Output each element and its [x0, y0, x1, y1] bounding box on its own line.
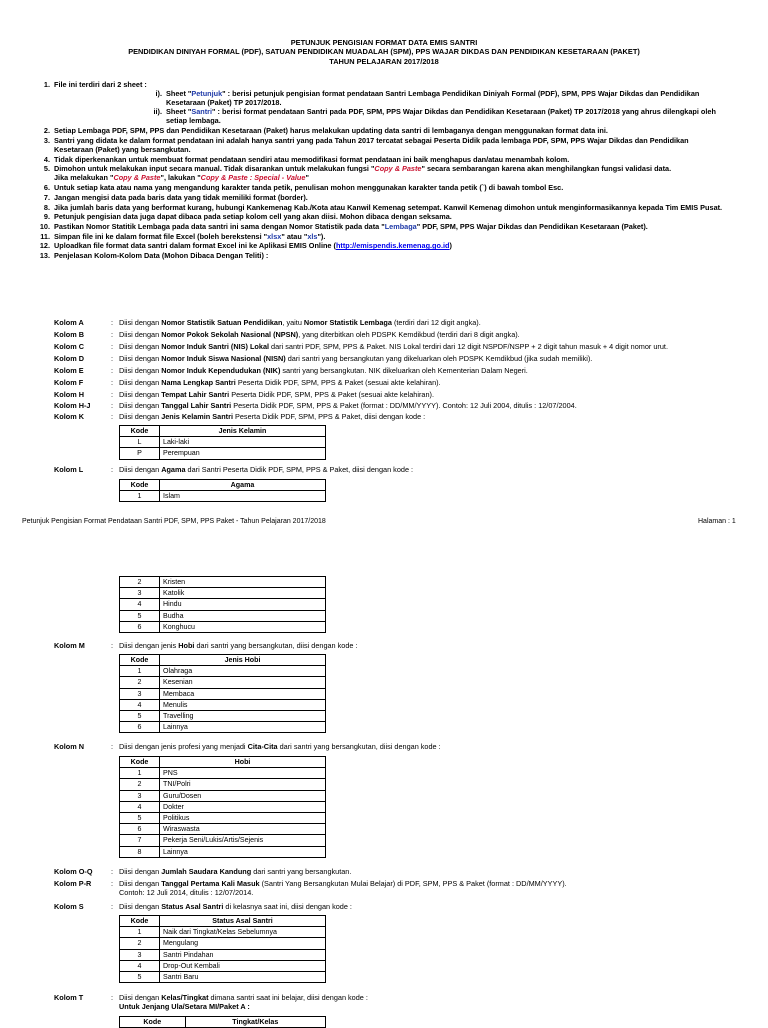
ext-xls: xls	[307, 231, 318, 241]
item-text: Uploadkan file format data santri dalam format Excel ini ke Aplikasi EMIS Online (	[54, 241, 336, 251]
header-kode: Kode	[120, 480, 160, 491]
item-number: 1.	[43, 80, 50, 89]
desc-text: santri yang bersangkutan. NIK dikeluarkan oleh Kementerian Dalam Negeri.	[280, 366, 528, 375]
header-label: Agama	[160, 480, 326, 491]
desc-text: dari santri yang bersangkutan, diisi dengan kode :	[277, 742, 441, 751]
table-header-row	[120, 426, 326, 437]
cell-label: Politikus	[160, 813, 326, 824]
agama-table	[119, 479, 326, 502]
doc-title: PETUNJUK PENGISIAN FORMAT DATA EMIS SANTRI	[290, 38, 478, 47]
table-row	[120, 972, 326, 983]
cell-code: 4	[120, 960, 160, 971]
list-item	[24, 212, 724, 221]
desc-text: Diisi dengan	[119, 354, 162, 363]
item-number: 12.	[39, 241, 50, 251]
table-row	[120, 846, 326, 857]
cell-label: Menulis	[160, 699, 326, 710]
kolom-desc	[119, 993, 768, 1011]
cell-code: 1	[120, 768, 160, 779]
desc-bold: Tempat Lahir Santri	[161, 390, 230, 399]
sub-text: Sheet "	[166, 89, 192, 99]
kolom-desc	[119, 318, 768, 327]
kolom-desc	[119, 867, 768, 876]
cell-code: 8	[120, 846, 160, 857]
sub-text: Sheet "	[166, 107, 192, 117]
desc-text: dari Santri Peserta Didik PDF, SPM, PPS & Paket, diisi dengan kode :	[185, 465, 414, 474]
kolom-label: Kolom A	[54, 318, 84, 327]
sub-item	[54, 107, 724, 125]
copy-paste-text: Copy & Paste	[113, 173, 161, 183]
colon: :	[111, 378, 114, 387]
agama-table-continued	[119, 576, 326, 633]
desc-bold: Cita-Cita	[247, 742, 278, 751]
cell-label: Mengulang	[160, 938, 326, 949]
kolom-label: Kolom E	[54, 366, 84, 375]
list-item	[24, 183, 724, 192]
colon: :	[111, 867, 114, 876]
desc-text: Peserta Didik PDF, SPM, PPS & Paket (sesuai akte kelahiran).	[229, 390, 434, 399]
cell-label: Drop-Out Kembali	[160, 960, 326, 971]
table-row	[120, 824, 326, 835]
desc-bold: Hobi	[178, 641, 195, 650]
desc-text: Diisi dengan	[119, 902, 162, 911]
desc-text: Diisi dengan	[119, 867, 162, 876]
colon: :	[111, 318, 114, 327]
cell-label: Membaca	[160, 688, 326, 699]
sub-number: i).	[155, 89, 162, 99]
kolom-label: Kolom C	[54, 342, 84, 351]
item-text: ", lakukan "	[160, 173, 201, 183]
cell-label: Kristen	[160, 577, 326, 588]
table-header-row	[120, 916, 326, 927]
desc-text: dari santri yang bersangkutan.	[251, 867, 352, 876]
header-label: Status Asal Santri	[160, 916, 326, 927]
list-item	[24, 80, 724, 126]
kolom-desc	[119, 378, 768, 387]
cell-label: Lainnya	[160, 722, 326, 733]
kolom-label: Kolom H	[54, 390, 84, 399]
item-number: 6.	[43, 183, 50, 193]
ext-xlsx: xlsx	[267, 231, 282, 241]
cell-label: Lainnya	[160, 846, 326, 857]
colon: :	[111, 465, 114, 474]
item-number: 7.	[43, 192, 50, 202]
kolom-desc	[119, 879, 768, 897]
item-text: Dimohon untuk melakukan input secara manual. Tidak disarankan untuk melakukan fungsi "	[54, 164, 375, 174]
item-text: Jika jumlah baris data yang berformat kurang, hubungi Kankemenag Kab./Kota atau Kanwil Kemenag setempat. Kanwil Kemenag dimohon untuk menginformasikannya kepada Tim EMIS Pusat.	[54, 202, 723, 212]
desc-text: , yang diterbitkan oleh PDSPK Kemdikbud (terdiri dari 8 digit angka).	[298, 330, 520, 339]
desc-bold: Jumlah Saudara Kandung	[161, 867, 252, 876]
kolom-label: Kolom T	[54, 993, 84, 1002]
desc-example: Contoh: 12 Juli 2014, ditulis : 12/07/2014.	[119, 888, 254, 898]
table-row	[120, 437, 326, 448]
cell-label: Olahraga	[160, 666, 326, 677]
item-text: Untuk setiap kata atau nama yang mengandung karakter tanda petik, penulisan mohon menggunakan karakter tanda petik (`) di bawah tombol Esc.	[54, 183, 564, 193]
item-text: " PDF, SPM, PPS Wajar Dikdas dan Pendidikan Kesetaraan (Paket).	[416, 221, 648, 231]
cell-code: 4	[120, 599, 160, 610]
list-item	[24, 203, 724, 212]
desc-bold: Tanggal Lahir Santri	[161, 401, 232, 410]
cell-label: Islam	[160, 491, 326, 502]
item-number: 5.	[43, 164, 50, 174]
table-row	[120, 588, 326, 599]
cell-code: L	[120, 437, 160, 448]
cell-label: Laki-laki	[160, 437, 326, 448]
cell-code: 1	[120, 491, 160, 502]
cell-label: Santri Baru	[160, 972, 326, 983]
sub-item	[54, 89, 724, 107]
desc-text: Diisi dengan	[119, 993, 162, 1002]
desc-text: Diisi dengan	[119, 879, 162, 888]
desc-text: Diisi dengan	[119, 401, 162, 410]
table-row	[120, 448, 326, 459]
cell-label: Perempuan	[160, 448, 326, 459]
tingkat-table	[119, 1016, 326, 1028]
header-kode: Kode	[120, 916, 160, 927]
cell-label: Konghucu	[160, 621, 326, 632]
kolom-label: Kolom L	[54, 465, 84, 474]
table-row	[120, 949, 326, 960]
table-row	[120, 599, 326, 610]
page-number: Halaman : 1	[698, 518, 736, 525]
desc-text: Diisi dengan	[119, 342, 162, 351]
desc-text: Peserta Didik PDF, SPM, PPS & Paket, diisi dengan kode :	[232, 412, 426, 421]
desc-text: Diisi dengan	[119, 366, 162, 375]
item-text: )	[449, 241, 452, 251]
copy-paste-text: Copy & Paste	[374, 164, 422, 174]
kolom-desc	[119, 412, 768, 421]
desc-text: Peserta Didik PDF, SPM, PPS & Paket (sesuai akte kelahiran).	[235, 378, 441, 387]
kolom-label: Kolom S	[54, 902, 84, 911]
cell-label: Naik dari Tingkat/Kelas Sebelumnya	[160, 927, 326, 938]
desc-bold: Nomor Induk Siswa Nasional (NISN)	[161, 354, 286, 363]
table-row	[120, 960, 326, 971]
desc-bold: Kelas/Tingkat	[161, 993, 209, 1002]
table-row	[120, 688, 326, 699]
cell-code: P	[120, 448, 160, 459]
cell-code: 4	[120, 699, 160, 710]
item-text: " secara sembarangan karena akan menghilangkan fungsi validasi data.	[421, 164, 672, 174]
table-row	[120, 621, 326, 632]
item-number: 8.	[43, 202, 50, 212]
desc-text: Diisi dengan jenis	[119, 641, 179, 650]
header-kode: Kode	[120, 426, 160, 437]
item-text: Tidak diperkenankan untuk membuat format pendataan sendiri atau memodifikasi format pendataan ini baik menghapus dan/atau menambah kolom.	[54, 154, 570, 164]
list-item	[24, 126, 724, 135]
kolom-desc	[119, 390, 768, 399]
list-item	[24, 136, 724, 154]
cell-label: Budha	[160, 610, 326, 621]
cell-code: 2	[120, 577, 160, 588]
item-number: 13.	[39, 251, 50, 261]
item-text: Santri yang didata ke dalam format pendataan ini adalah hanya santri yang pada Tahun 2017 tercatat sebagai Peserta Didik pada lembaga PDF, SPM, PPS Wajar Dikdas dan Pendidikan Kesetaraan (Paket) yang bersangkutan.	[54, 135, 689, 154]
cell-code: 1	[120, 666, 160, 677]
cita-cita-table	[119, 756, 326, 858]
cell-label: Katolik	[160, 588, 326, 599]
desc-bold: Nama Lengkap Santri	[161, 378, 236, 387]
kolom-label: Kolom M	[54, 641, 85, 650]
item-number: 4.	[43, 154, 50, 164]
item-text: Setiap Lembaga PDF, SPM, PPS dan Pendidikan Kesetaraan (Paket) harus melakukan updating data santri di lembaganya dengan menggunakan format data ini.	[54, 126, 608, 136]
sheet-name-santri: Santri	[191, 107, 213, 117]
table-header-row	[120, 1017, 326, 1028]
cell-code: 4	[120, 801, 160, 812]
list-item	[24, 241, 724, 250]
colon: :	[111, 354, 114, 363]
cell-label: Hindu	[160, 599, 326, 610]
desc-text: (terdiri dari 12 digit angka).	[391, 318, 481, 327]
cell-code: 2	[120, 938, 160, 949]
desc-bold: Nomor Induk Kependudukan (NIK)	[161, 366, 281, 375]
kolom-desc	[119, 902, 768, 911]
desc-bold: Status Asal Santri	[161, 902, 224, 911]
list-item	[24, 164, 724, 182]
header-label: Jenis Hobi	[160, 655, 326, 666]
desc-text: dari santri PDF, SPM, PPS & Paket. NIS Lokal terdiri dari 12 digit NSPDF/NSPP + 2 digit tahun masuk + 4 digit nomor urut.	[269, 342, 668, 351]
cell-code: 3	[120, 790, 160, 801]
kolom-label: Kolom P-R	[54, 879, 92, 888]
desc-text: Diisi dengan	[119, 465, 162, 474]
colon: :	[111, 342, 114, 351]
kolom-label: Kolom H-J	[54, 401, 91, 410]
kolom-desc	[119, 742, 768, 751]
status-asal-table	[119, 915, 326, 983]
item-text: Jika melakukan "	[54, 173, 114, 183]
cell-code: 3	[120, 949, 160, 960]
sub-number: ii).	[153, 107, 162, 117]
kolom-label: Kolom N	[54, 742, 84, 751]
list-item	[24, 251, 724, 260]
list-item	[24, 232, 724, 241]
table-row	[120, 610, 326, 621]
list-item	[24, 193, 724, 202]
doc-year: TAHUN PELAJARAN 2017/2018	[329, 57, 439, 66]
cell-label: TNI/Polri	[160, 779, 326, 790]
cell-code: 3	[120, 688, 160, 699]
kolom-label: Kolom K	[54, 412, 84, 421]
cell-code: 5	[120, 813, 160, 824]
colon: :	[111, 401, 114, 410]
cell-label: Guru/Dosen	[160, 790, 326, 801]
cell-label: Pekerja Seni/Lukis/Artis/Sejenis	[160, 835, 326, 846]
desc-bold: Nomor Statistik Satuan Pendidikan	[161, 318, 283, 327]
item-text: "	[305, 173, 309, 183]
cell-code: 1	[120, 927, 160, 938]
desc-text: dari santri yang bersangkutan, diisi dengan kode :	[194, 641, 358, 650]
desc-bold: Nomor Pokok Sekolah Nasional (NPSN)	[161, 330, 299, 339]
cell-code: 7	[120, 835, 160, 846]
kolom-desc	[119, 641, 768, 650]
item-number: 10.	[39, 221, 50, 231]
sheet-name-lembaga: Lembaga	[384, 221, 417, 231]
header-kode: Kode	[120, 757, 160, 768]
colon: :	[111, 390, 114, 399]
cell-code: 6	[120, 722, 160, 733]
table-row	[120, 722, 326, 733]
kolom-desc	[119, 342, 768, 351]
colon: :	[111, 412, 114, 421]
desc-text: Diisi dengan	[119, 318, 162, 327]
kolom-label: Kolom B	[54, 330, 84, 339]
header-kode: Kode	[120, 655, 160, 666]
desc-bold: Agama	[161, 465, 186, 474]
desc-bold: Nomor Statistik Lembaga	[303, 318, 392, 327]
table-row	[120, 711, 326, 722]
desc-bold: Jenis Kelamin Santri	[161, 412, 233, 421]
hobi-table	[119, 654, 326, 733]
table-row	[120, 577, 326, 588]
item-text: File ini terdiri dari 2 sheet :	[54, 80, 147, 89]
kolom-label: Kolom D	[54, 354, 84, 363]
table-row	[120, 677, 326, 688]
colon: :	[111, 330, 114, 339]
header-label: Tingkat/Kelas	[185, 1017, 325, 1028]
cell-code: 2	[120, 677, 160, 688]
table-header-row	[120, 480, 326, 491]
table-row	[120, 790, 326, 801]
desc-text: dimana santri saat ini belajar, diisi dengan kode :	[208, 993, 368, 1002]
cell-code: 5	[120, 711, 160, 722]
table-row	[120, 813, 326, 824]
item-number: 2.	[43, 126, 50, 136]
kolom-desc	[119, 330, 768, 339]
kolom-desc	[119, 366, 768, 375]
emis-link[interactable]: http://emispendis.kemenag.go.id	[335, 241, 450, 251]
desc-bold: Nomor Induk Santri (NIS) Lokal	[161, 342, 270, 351]
kolom-desc	[119, 401, 768, 410]
kolom-label: Kolom F	[54, 378, 84, 387]
sheet-name-petunjuk: Petunjuk	[191, 89, 223, 99]
cell-code: 2	[120, 779, 160, 790]
instructions-list	[24, 80, 724, 261]
item-text: Jangan mengisi data pada baris data yang tidak memiliki format (border).	[54, 192, 308, 202]
paste-special-text: Copy & Paste : Special - Value	[200, 173, 306, 183]
item-number: 9.	[43, 212, 50, 222]
item-text: ").	[317, 231, 326, 241]
cell-label: Travelling	[160, 711, 326, 722]
desc-text: Diisi dengan	[119, 390, 162, 399]
list-item	[24, 222, 724, 231]
list-item	[24, 155, 724, 164]
colon: :	[111, 902, 114, 911]
desc-text: Diisi dengan	[119, 330, 162, 339]
sub-text: " : berisi petunjuk pengisian format pendataan Santri Lembaga Pendidikan Diniyah Formal (PDF), SPM, PPS Wajar Dikdas dan Pendidikan Kesetaraan (Paket) TP 2017/2018.	[166, 89, 700, 108]
table-row	[120, 779, 326, 790]
table-header-row	[120, 757, 326, 768]
table-row	[120, 491, 326, 502]
doc-subtitle: PENDIDIKAN DINIYAH FORMAL (PDF), SATUAN PENDIDIKAN MUADALAH (SPM), PPS WAJAR DIKDAS DAN PENDIDIKAN KESETARAAN (PAKET)	[128, 47, 640, 56]
kolom-label: Kolom O-Q	[54, 867, 93, 876]
item-number: 11.	[40, 231, 50, 241]
table-row	[120, 768, 326, 779]
desc-text: Diisi dengan jenis profesi yang menjadi	[119, 742, 248, 751]
jenjang-heading: Untuk Jenjang Ula/Setara MI/Paket A :	[119, 1002, 250, 1012]
table-row	[120, 801, 326, 812]
cell-label: PNS	[160, 768, 326, 779]
cell-label: Dokter	[160, 801, 326, 812]
header-label: Hobi	[160, 757, 326, 768]
desc-text: Diisi dengan	[119, 378, 162, 387]
sub-text: " : berisi format pendataan Santri pada PDF, SPM, PPS Wajar Dikdas dan Pendidikan Kesetaraan (Paket) TP 2017/2018 yang ahrus dilengkapi oleh setiap lembaga.	[166, 107, 716, 126]
page-footer: Petunjuk Pengisian Format Pendataan Santri PDF, SPM, PPS Paket - Tahun Pelajaran 2017/2018	[22, 518, 326, 525]
header-label: Jenis Kelamin	[160, 426, 326, 437]
item-text: Petunjuk pengisian data juga dapat dibaca pada setiap kolom cell yang akan diisi. Mohon dibaca dengan seksama.	[54, 212, 452, 222]
desc-text: (Santri Yang Bersangkutan Mulai Belajar) di PDF, SPM, PPS & Paket (format : DD/MM/YYYY).	[259, 879, 567, 888]
item-text: " atau "	[281, 231, 308, 241]
table-row	[120, 699, 326, 710]
desc-text: Diisi dengan	[119, 412, 162, 421]
table-row	[120, 927, 326, 938]
desc-text: Peserta Didik PDF, SPM, PPS & Paket (format : DD/MM/YYYY). Contoh: 12 Juli 2004, ditulis : 12/07/2004.	[231, 401, 577, 410]
cell-label: Santri Pindahan	[160, 949, 326, 960]
desc-text: , yaitu	[282, 318, 304, 327]
colon: :	[111, 742, 114, 751]
cell-label: Wiraswasta	[160, 824, 326, 835]
cell-code: 6	[120, 824, 160, 835]
colon: :	[111, 993, 114, 1002]
cell-code: 3	[120, 588, 160, 599]
table-header-row	[120, 655, 326, 666]
jenis-kelamin-table	[119, 425, 326, 460]
desc-text: dari santri yang bersangkutan yang dikeluarkan oleh PDSPK Kemdikbud (jika sudah memiliki).	[285, 354, 593, 363]
item-text: Simpan file ini ke dalam format file Excel (boleh berekstensi "	[54, 231, 268, 241]
cell-code: 5	[120, 972, 160, 983]
cell-label: Kesenian	[160, 677, 326, 688]
table-row	[120, 666, 326, 677]
table-row	[120, 835, 326, 846]
colon: :	[111, 879, 114, 888]
desc-text: di kelasnya saat ini, diisi dengan kode :	[223, 902, 352, 911]
kolom-desc	[119, 465, 768, 474]
cell-code: 6	[120, 621, 160, 632]
desc-bold: Tanggal Pertama Kali Masuk	[161, 879, 260, 888]
colon: :	[111, 641, 114, 650]
table-row	[120, 938, 326, 949]
item-text: Pastikan Nomor Statitik Lembaga pada data santri ini sama dengan Nomor Statistik pada data "	[54, 221, 385, 231]
item-text: Penjelasan Kolom-Kolom Data (Mohon Dibaca Dengan Teliti) :	[54, 251, 269, 261]
colon: :	[111, 366, 114, 375]
kolom-desc	[119, 354, 768, 363]
cell-code: 5	[120, 610, 160, 621]
header-kode: Kode	[120, 1017, 186, 1028]
item-number: 3.	[43, 135, 50, 145]
